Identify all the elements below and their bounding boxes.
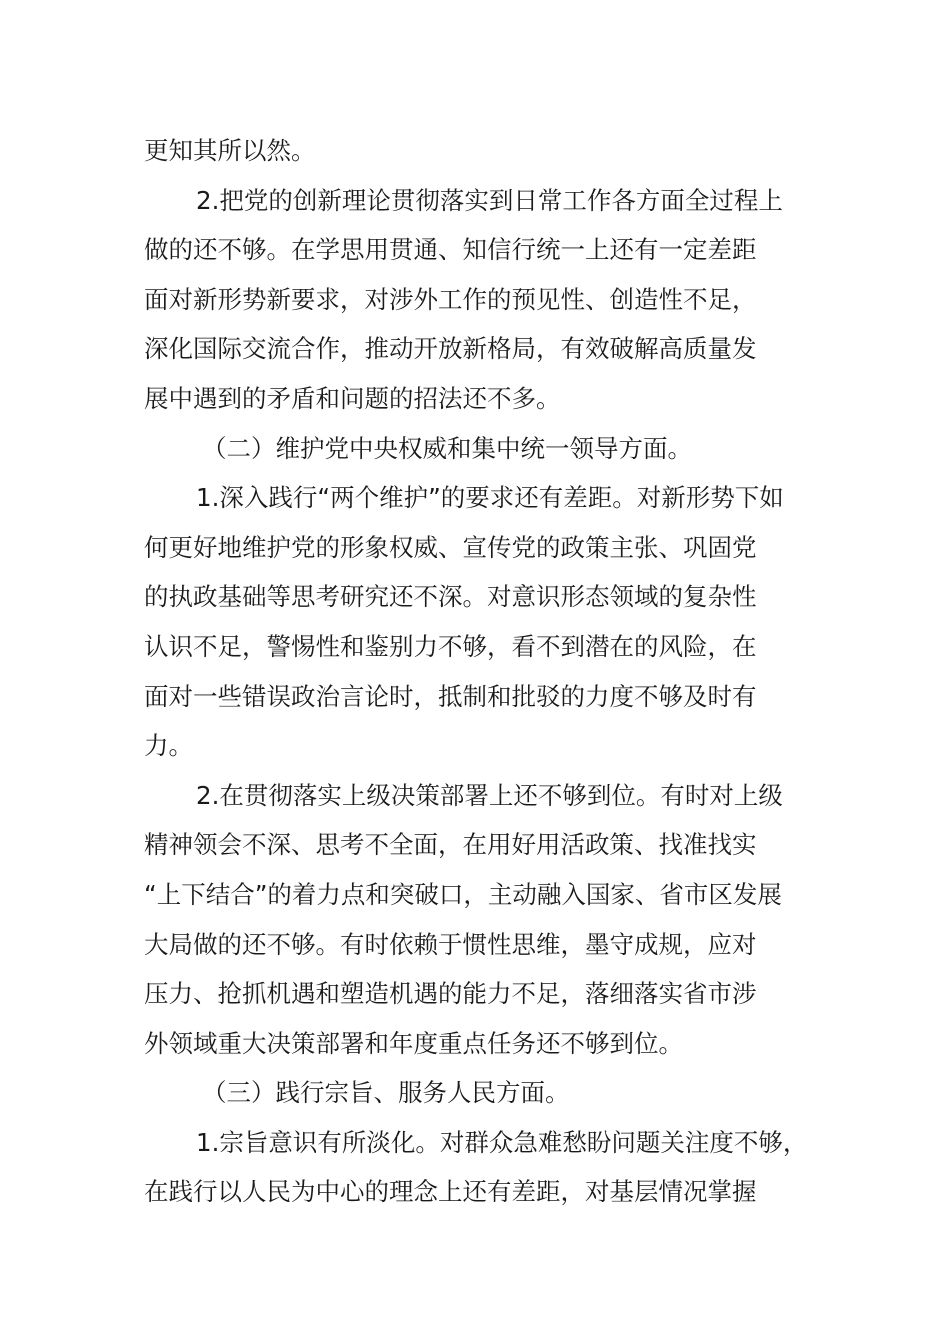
paragraph-line: 深化国际交流合作，推动开放新格局，有效破解高质量发 [144, 334, 757, 364]
numbered-item-line: 2.把党的创新理论贯彻落实到日常工作各方面全过程上 [196, 185, 783, 215]
paragraph-line: 展中遇到的矛盾和问题的招法还不多。 [144, 383, 561, 413]
paragraph-line: 面对新形势新要求，对涉外工作的预见性、创造性不足， [144, 284, 757, 314]
paragraph-line: 何更好地维护党的形象权威、宣传党的政策主张、巩固党 [144, 532, 757, 562]
numbered-item-line: 1.宗旨意识有所淡化。对群众急难愁盼问题关注度不够， [196, 1127, 808, 1157]
paragraph-line: 压力、抢抓机遇和塑造机遇的能力不足，落细落实省市涉 [144, 979, 757, 1009]
paragraph-line: 力。 [144, 731, 193, 761]
section-heading: （二）维护党中央权威和集中统一领导方面。 [202, 433, 692, 463]
numbered-item-line: 2.在贯彻落实上级决策部署上还不够到位。有时对上级 [196, 780, 783, 810]
paragraph-line: 在践行以人民为中心的理念上还有差距，对基层情况掌握 [144, 1177, 757, 1207]
paragraph-line: 更知其所以然。 [144, 136, 316, 165]
paragraph-line: 面对一些错误政治言论时，抵制和批驳的力度不够及时有 [144, 681, 757, 711]
paragraph-line: 大局做的还不够。有时依赖于惯性思维，墨守成规，应对 [144, 929, 757, 959]
paragraph-line: 做的还不够。在学思用贯通、知信行统一上还有一定差距 [144, 235, 757, 265]
paragraph-line: 认识不足，警惕性和鉴别力不够，看不到潜在的风险，在 [144, 631, 757, 661]
paragraph-line: 的执政基础等思考研究还不深。对意识形态领域的复杂性 [144, 582, 757, 612]
section-heading: （三）践行宗旨、服务人民方面。 [202, 1078, 570, 1108]
paragraph-line: 精神领会不深、思考不全面，在用好用活政策、找准找实 [144, 830, 757, 860]
paragraph-line: 外领域重大决策部署和年度重点任务还不够到位。 [144, 1028, 683, 1058]
numbered-item-line: 1.深入践行“两个维护”的要求还有差距。对新形势下如 [196, 483, 784, 513]
paragraph-line: “上下结合”的着力点和突破口，主动融入国家、省市区发展 [144, 879, 782, 909]
document-body [144, 126, 814, 1217]
